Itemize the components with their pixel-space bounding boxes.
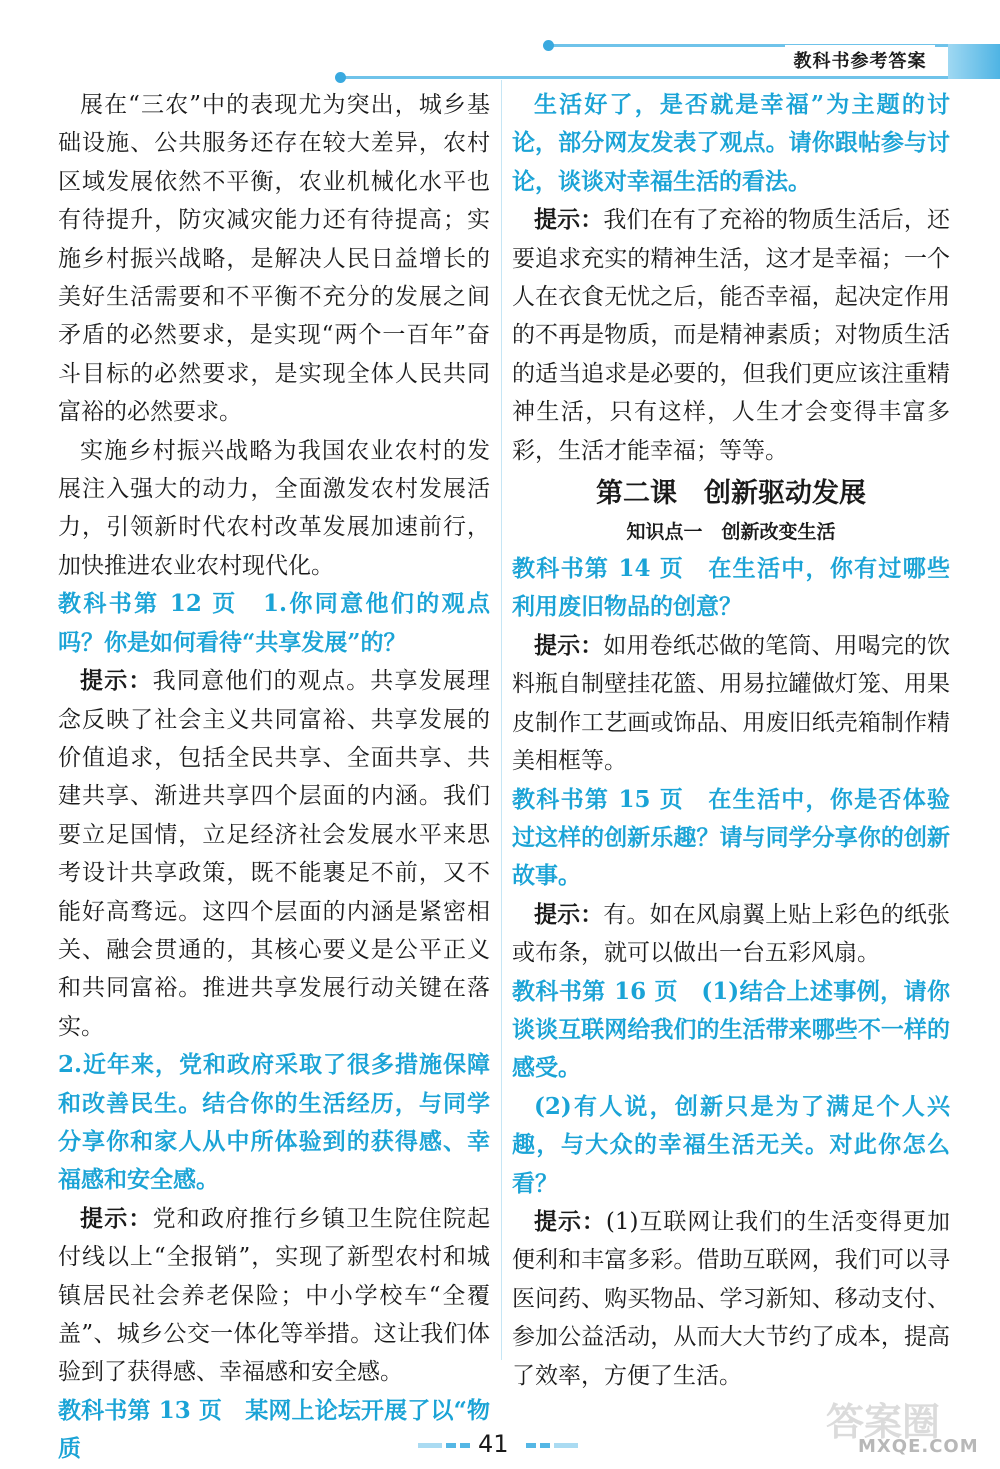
hint-text: 我们在有了充裕的物质生活后，还要追求充实的精神生活，这才是幸福；一个人在衣食无忧之后，能否幸福，起决定作用的不再是物质，而是精神素质；对物质生活的适当追求是必要的，但我们更应该注重精神生活，只有这样，人生才会变得丰富多彩，生活才能幸福；等等。 (512, 207, 951, 464)
hint-label: 提示： (80, 1204, 153, 1232)
question-14 (512, 550, 950, 627)
hint-14 (512, 627, 950, 781)
question-text: 某网上论坛开展了以“物质 (58, 1396, 490, 1463)
hint-label: 提示： (534, 206, 604, 234)
header-dot-icon (335, 72, 346, 83)
hint-label: 提示： (534, 900, 604, 928)
footer-dash-left (418, 1443, 442, 1448)
hint-text: (1)互联网让我们的生活变得更加便利和丰富多彩。借助互联网，我们可以寻医问药、购买物品、学习新知、移动支付、参加公益活动，从而大大节约了成本，提高了效率，方便了生活。 (512, 1208, 950, 1389)
footer-dash-right (540, 1443, 550, 1448)
answer-paragraph: 实施乡村振兴战略为我国农业农村的发展注入强大的动力，全面激发农村发展活力，引领新时代农村改革发展加速前行，加快推进农业农村现代化。 (58, 437, 490, 579)
question-16-1 (512, 973, 950, 1088)
question-source: 教科书第 16 页 (512, 977, 678, 1005)
question-source: 教科书第 15 页 (512, 785, 685, 813)
hint-text: 党和政府推行乡镇卫生院住院起付线以上“全报销”，实现了新型农村和城镇居民社会养老保险；中小学校车“全覆盖”、城乡公交一体化等举措。这让我们体验到了获得感、幸福感和安全感。 (58, 1205, 490, 1386)
question-source: 教科书第 13 页 (58, 1396, 223, 1424)
watermark-text: MXQE.COM (858, 1436, 979, 1457)
hint-label: 提示： (80, 667, 153, 695)
question-16-2: (2)有人说，创新只是为了满足个人兴趣，与大众的幸福生活无关。对此你怎么看？ (512, 1092, 950, 1197)
question-15 (512, 781, 950, 896)
footer-dash-right (526, 1443, 536, 1448)
hint-13 (512, 201, 950, 470)
hint-label: 提示： (534, 1207, 606, 1235)
hint-text: 有。如在风扇翼上贴上彩色的纸张或布条，就可以做出一台五彩风扇。 (512, 901, 951, 967)
lesson-title: 第二课 创新驱动发展 (596, 478, 866, 510)
footer-dash-right (554, 1443, 578, 1448)
hint-15 (512, 896, 950, 973)
hint-label: 提示： (534, 631, 604, 659)
question-12-2: 2.近年来，党和政府采取了很多措施保障和改善民生。结合你的生活经历，与同学分享你和家人从中所体验到的获得感、幸福感和安全感。 (58, 1051, 490, 1194)
hint-12-1 (58, 662, 490, 1046)
footer-dash-left (460, 1443, 470, 1448)
question-text: 在生活中，你是否体验过这样的创新乐趣？请与同学分享你的创新故事。 (512, 785, 951, 890)
answer-paragraph: 展在“三农”中的表现尤为突出，城乡基础设施、公共服务还存在较大差异，农村区域发展依然不平衡，农业机械化水平也有待提升，防灾减灾能力还有待提高；实施乡村振兴战略，是解决人民日益增长的美好生活需要和不平衡不充分的发展之间矛盾的必然要求，是实现“两个一百年”奋斗目标的必然要求，是实现全体人民共同富裕的必然要求。 (58, 92, 490, 426)
question-text: 1.你同意他们的观点吗？你是如何看待“共享发展”的？ (58, 590, 491, 656)
question-13-continued: 生活好了，是否就是幸福”为主题的讨论，部分网友发表了观点。请你跟帖参与讨论，谈谈对幸福生活的看法。 (512, 91, 950, 195)
watermark-logo-text: 答案圈 (826, 1400, 941, 1444)
hint-text: 我同意他们的观点。共享发展理念反映了社会主义共同富裕、共享发展的价值追求，包括全民共享、全面共享、共建共享、渐进共享四个层面的内涵。我们要立足国情，立足经济社会发展水平来思考设计共享政策，既不能裹足不前，又不能好高骛远。这四个层面的内涵是紧密相关、融会贯通的，其核心要义是公平正义和共同富裕。推进共享发展行动关键在落实。 (58, 668, 490, 1040)
column-divider (501, 80, 502, 1360)
hint-text: 如用卷纸芯做的笔筒、用喝完的饮料瓶自制壁挂花篮、用易拉罐做灯笼、用果皮制作工艺画或饰品、用废旧纸壳箱制作精美相框等。 (512, 632, 951, 775)
header-rule-bottom (340, 76, 950, 79)
left-column (58, 86, 490, 1469)
question-source: 教科书第 12 页 (58, 590, 238, 618)
question-12-1 (58, 585, 490, 662)
hint-16 (512, 1203, 950, 1395)
hint-12-2 (58, 1200, 490, 1392)
page-number: 41 (478, 1430, 509, 1458)
header-title: 教科书参考答案 (785, 45, 935, 75)
question-source: 教科书第 14 页 (512, 555, 685, 583)
question-13 (58, 1392, 490, 1469)
question-text: (1)结合上述事例，请你谈谈互联网给我们的生活带来哪些不一样的感受。 (512, 977, 950, 1082)
right-column (512, 86, 950, 1395)
header-dot-icon (543, 40, 554, 51)
footer-dash-left (446, 1443, 456, 1448)
knowledge-point-title: 知识点一 创新改变生活 (626, 521, 836, 544)
question-text: 在生活中，你有过哪些利用废旧物品的创意？ (512, 555, 951, 621)
header-tab-decoration (948, 44, 1000, 79)
